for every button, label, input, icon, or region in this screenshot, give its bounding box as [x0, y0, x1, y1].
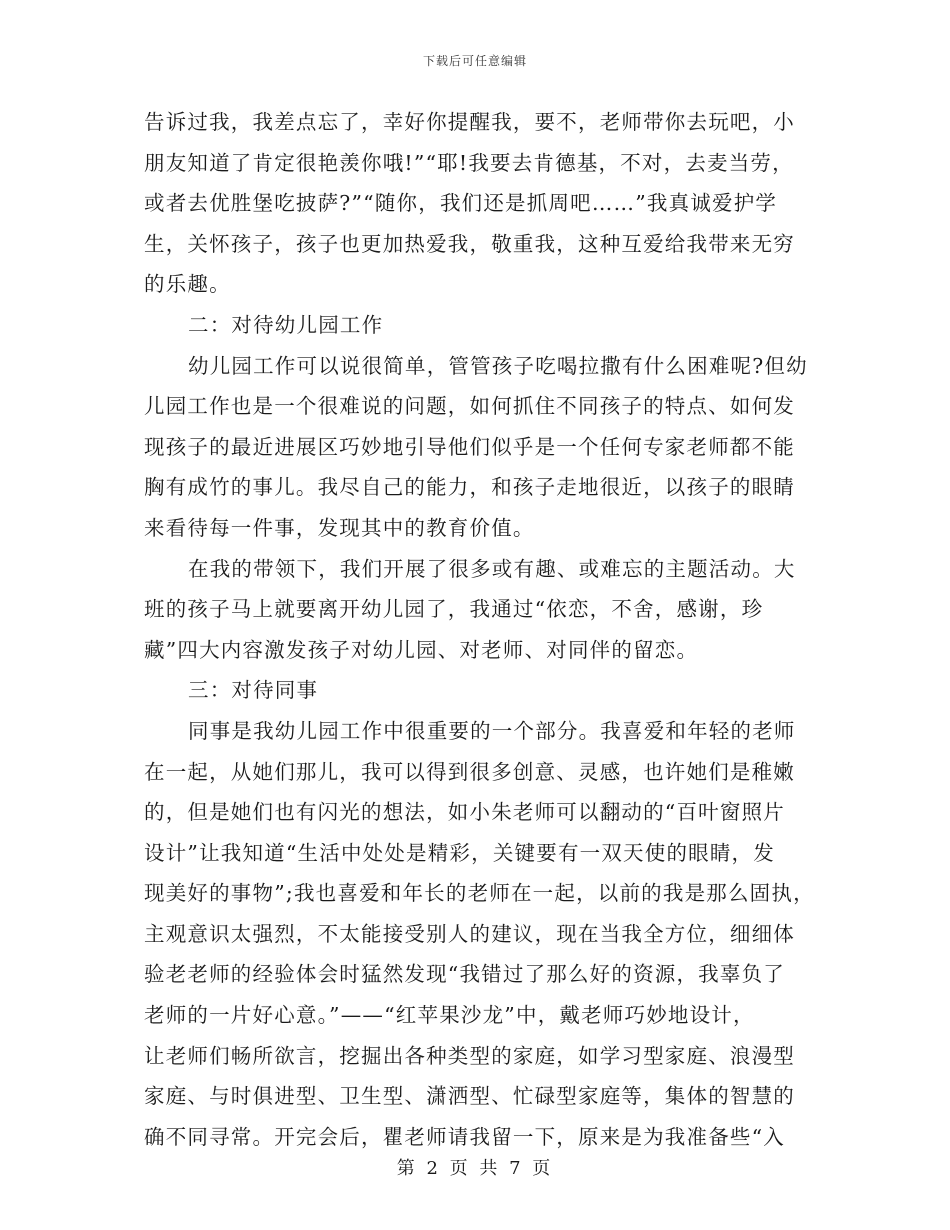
text-line: 设计”让我知道“生活中处处是精彩，关键要有一双天使的眼睛，发: [144, 840, 775, 865]
text-line: 朋友知道了肯定很艳羡你哦!”“耶!我要去肯德基，不对，去麦当劳，: [144, 150, 794, 175]
text-line: 现美好的事物”;我也喜爱和年长的老师在一起，以前的我是那么固执，: [144, 881, 815, 906]
page-header: 下载后可任意编辑: [422, 54, 527, 68]
text-line: 的，但是她们也有闪光的想法，如小朱老师可以翻动的“百叶窗照片: [144, 800, 785, 825]
text-line: 班的孩子马上就要离开幼儿园了，我通过“依恋，不舍，感谢，珍: [144, 597, 764, 622]
text-line: 的乐趣。: [144, 272, 231, 297]
text-line: 同事是我幼儿园工作中很重要的一个部分。我喜爱和年轻的老师: [188, 718, 796, 743]
text-line: 二：对待幼儿园工作: [188, 312, 384, 337]
text-line: 儿园工作也是一个很难说的问题，如何抓住不同孩子的特点、如何发: [144, 394, 795, 419]
text-line: 家庭、与时俱进型、卫生型、潇洒型、忙碌型家庭等，集体的智慧的: [144, 1084, 795, 1109]
text-line: 让老师们畅所欲言，挖掘出各种类型的家庭，如学习型家庭、浪漫型: [144, 1043, 795, 1068]
text-line: 来看待每一件事，发现其中的教育价值。: [144, 515, 535, 540]
text-line: 告诉过我，我差点忘了，幸好你提醒我，要不，老师带你去玩吧，小: [144, 110, 795, 134]
text-line: 在我的带领下，我们开展了很多或有趣、或难忘的主题活动。大: [188, 556, 796, 581]
document-body: [144, 102, 814, 1157]
text-line: 主观意识太强烈，不太能接受别人的建议，现在当我全方位，细细体: [144, 921, 795, 946]
text-line: 生，关怀孩子，孩子也更加热爱我，敬重我，这种互爱给我带来无穷: [144, 231, 795, 256]
text-line: 确不同寻常。开完会后，瞿老师请我留一下，原来是为我准备些“入: [144, 1124, 785, 1149]
text-line: 老师的一片好心意。”——“红苹果沙龙”中，戴老师巧妙地设计，: [144, 1003, 755, 1028]
text-line: 验老老师的经验体会时猛然发现“我错过了那么好的资源，我辜负了: [144, 962, 785, 987]
page-footer: 第 2 页 共 7 页: [396, 1158, 554, 1179]
text-line: 在一起，从她们那儿，我可以得到很多创意、灵感，也许她们是稚嫩: [144, 759, 795, 784]
text-line: 现孩子的最近进展区巧妙地引导他们似乎是一个任何专家老师都不能: [144, 434, 795, 459]
text-line: 幼儿园工作可以说很简单，管管孩子吃喝拉撒有什么困难呢?但幼: [188, 353, 808, 378]
text-line: 三：对待同事: [188, 678, 319, 703]
text-line: 或者去优胜堡吃披萨?”“随你，我们还是抓周吧……”我真诚爱护学: [144, 191, 778, 216]
text-line: 藏”四大内容激发孩子对幼儿园、对老师、对同伴的留恋。: [144, 637, 699, 662]
text-line: 胸有成竹的事儿。我尽自己的能力，和孩子走地很近，以孩子的眼睛: [144, 475, 795, 500]
